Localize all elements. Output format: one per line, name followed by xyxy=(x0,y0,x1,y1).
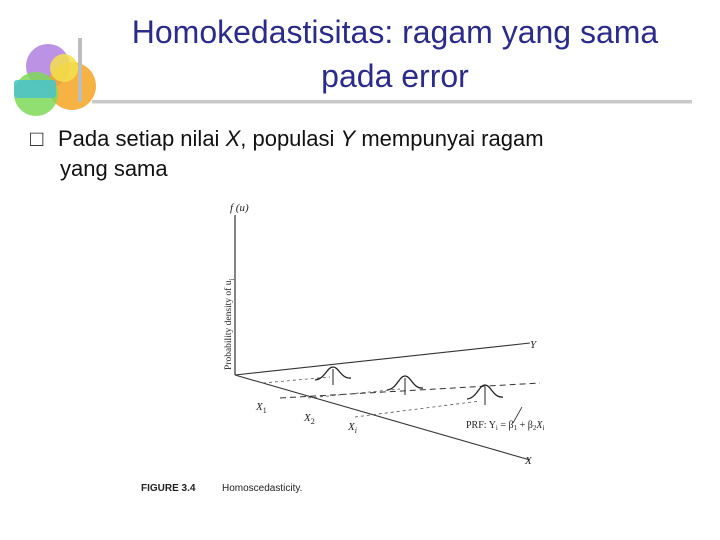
x-axis-line xyxy=(235,375,530,460)
overlapping-circles-icon xyxy=(8,38,100,120)
bullet-var-y: Y xyxy=(340,126,356,151)
bullet-var-x: X xyxy=(225,126,241,151)
y-line-label: Y xyxy=(530,339,537,351)
homoscedasticity-figure xyxy=(130,195,570,505)
x2-label: $X_2$ xyxy=(304,412,315,426)
bullet-text-line-2: yang sama xyxy=(60,156,168,181)
bullet-text-3: mempunyai ragam xyxy=(355,126,544,151)
y-axis-top-label: f (u) xyxy=(230,202,249,214)
xi-label: $X_i$ xyxy=(348,421,357,435)
prf-line xyxy=(280,383,540,398)
y-axis-label: Probability density of $u_i$ xyxy=(224,278,236,370)
bullet-point xyxy=(30,124,690,184)
hollow-square-bullet-icon: □ xyxy=(30,126,44,151)
figure-caption-label: FIGURE 3.4 xyxy=(141,483,196,494)
projection-line-3 xyxy=(355,401,480,417)
bullet-text-1: Pada setiap nilai xyxy=(58,126,226,151)
x-axis-label: X xyxy=(525,455,532,467)
prf-equation: PRF: $Y_i = \beta_1 + \beta_2X_i$ xyxy=(466,420,545,432)
slide-logo xyxy=(8,38,100,120)
y-direction-line xyxy=(235,343,530,375)
x1-label: $X_1$ xyxy=(256,401,267,415)
figure-caption-text: Homoscedasticity. xyxy=(222,483,303,494)
title-divider-shadow xyxy=(92,103,692,104)
bullet-text-2: , populasi xyxy=(240,126,341,151)
slide-title xyxy=(95,10,695,98)
title-line-1: Homokedastisitas: ragam yang sama xyxy=(131,14,659,50)
title-line-2: pada error xyxy=(321,58,469,94)
